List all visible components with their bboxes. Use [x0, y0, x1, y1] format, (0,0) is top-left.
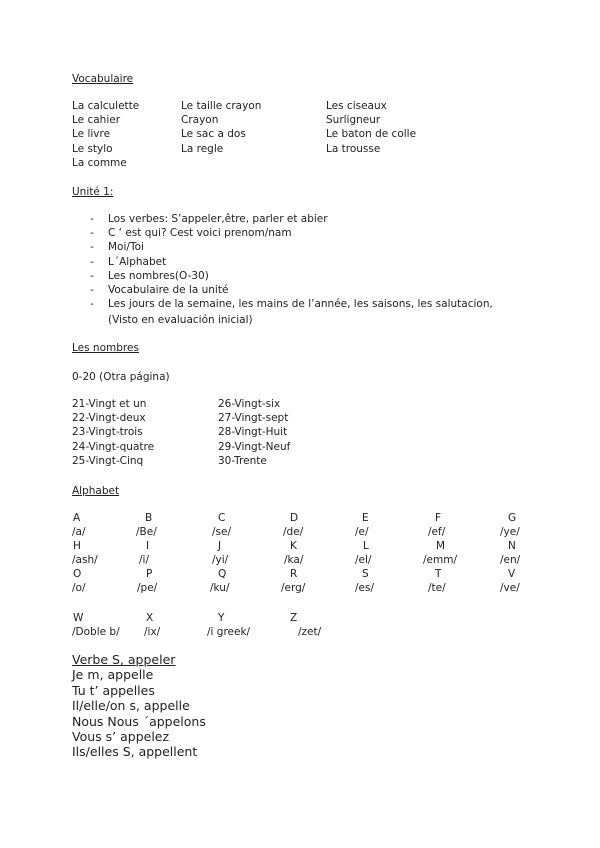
- vocab-item: Les ciseaux: [326, 100, 387, 112]
- number-item: 22-Vingt-deux: [72, 412, 146, 425]
- list-item: - Los verbes: S’appeler,être, parler et abier: [90, 212, 560, 226]
- vocab-heading: Vocabulaire: [72, 73, 134, 85]
- alphabet-letter: P: [146, 568, 153, 580]
- vocab-item: La trousse: [326, 142, 381, 155]
- vocab-item: Le cahier: [72, 114, 121, 127]
- vocab-item: Surligneur: [326, 114, 381, 127]
- alphabet-sound: /emm/: [423, 554, 457, 566]
- alphabet-letter: V: [508, 568, 516, 580]
- alphabet-sound: /ve/: [500, 582, 520, 594]
- list-item: - L´Alphabet: [90, 255, 560, 269]
- unite-heading: Unité 1:: [72, 186, 114, 198]
- alphabet-sound: /ash/: [72, 554, 98, 566]
- alphabet-sound: /i/: [139, 554, 149, 566]
- alphabet-letter: X: [146, 612, 154, 624]
- vocab-item: Le baton de colle: [326, 128, 417, 141]
- conjugation-line: Tu t’ appelles: [72, 682, 155, 698]
- number-item: 23-Vingt-trois: [72, 426, 143, 439]
- number-item: 28-Vingt-Huit: [218, 426, 288, 439]
- alphabet-sound: /se/: [212, 526, 232, 538]
- alphabet-sound: /i greek/: [207, 626, 251, 638]
- number-item: 25-Vingt-Cinq: [72, 454, 144, 467]
- number-item: 27-Vingt-sept: [218, 412, 289, 425]
- alphabet-letter: W: [73, 612, 84, 624]
- vocab-column-1: [72, 99, 139, 170]
- alphabet-heading: Alphabet: [72, 485, 120, 497]
- conjugation-line: Je m, appelle: [72, 667, 154, 683]
- number-item: 24-Vingt-quatre: [72, 440, 155, 453]
- vocab-item: Le livre: [72, 128, 111, 141]
- vocab-item: La regle: [181, 142, 224, 155]
- verbe-heading: Verbe S, appeler: [72, 652, 176, 667]
- conjugation-line: Nous Nous ´appelons: [72, 713, 206, 729]
- alphabet-letter: R: [290, 568, 298, 580]
- alphabet-sound: /Doble b/: [72, 626, 120, 638]
- alphabet-letter: Q: [218, 568, 227, 580]
- alphabet-sound: /es/: [355, 582, 375, 594]
- alphabet-sound: /el/: [355, 554, 372, 566]
- alphabet-letter: A: [73, 512, 81, 524]
- vocab-item: Crayon: [181, 114, 219, 127]
- number-item: 29-Vingt-Neuf: [218, 440, 291, 453]
- alphabet-letter: Y: [218, 612, 225, 624]
- alphabet-letter: K: [290, 540, 297, 552]
- alphabet-letter: L: [363, 540, 369, 552]
- unite-note: (Visto en evaluación inicial): [108, 314, 253, 326]
- alphabet-sound: /ix/: [144, 626, 161, 638]
- alphabet-sound: /yi/: [212, 554, 229, 566]
- alphabet-sound: /pe/: [137, 582, 158, 594]
- alphabet-letter: G: [508, 512, 517, 524]
- number-item: 21-Vingt et un: [72, 398, 147, 410]
- alphabet-sound: /ku/: [210, 582, 230, 594]
- alphabet-sound: /ye/: [500, 526, 520, 538]
- alphabet-letter: H: [73, 540, 81, 552]
- alphabet-letter: D: [290, 512, 299, 524]
- alphabet-letter: O: [73, 568, 82, 580]
- alphabet-letter: E: [362, 512, 369, 524]
- vocab-item: Le sac a dos: [181, 128, 246, 141]
- alphabet-sound: /erg/: [281, 582, 306, 594]
- alphabet-sound: /e/: [355, 526, 369, 538]
- list-item: - Vocabulaire de la unité: [90, 283, 560, 297]
- alphabet-letter: M: [436, 540, 446, 552]
- alphabet-sound: /ka/: [284, 554, 304, 566]
- nombres-note: 0-20 (Otra página): [72, 371, 170, 383]
- alphabet-letter: T: [435, 568, 442, 580]
- vocab-item: La calculette: [72, 100, 140, 112]
- vocab-item: Le taille crayon: [181, 100, 262, 112]
- alphabet-letter: B: [145, 512, 153, 524]
- list-item: - Les nombres(O-30): [90, 269, 560, 283]
- alphabet-letter: Z: [290, 612, 298, 624]
- vocab-column-3: [326, 99, 416, 156]
- conjugation-line: Il/elle/on s, appelle: [72, 698, 190, 714]
- alphabet-letter: S: [362, 568, 369, 580]
- alphabet-letter: J: [218, 540, 222, 552]
- alphabet-letter: N: [508, 540, 516, 552]
- vocab-item: La comme: [72, 156, 127, 169]
- alphabet-sound: /Be/: [136, 526, 157, 538]
- alphabet-sound: /zet/: [298, 626, 322, 638]
- list-item: - Les jours de la semaine, les mains de l’année, les saisons, les salutacion,: [90, 297, 560, 311]
- alphabet-sound: /en/: [500, 554, 521, 566]
- alphabet-sound: /a/: [72, 526, 86, 538]
- alphabet-sound: /te/: [428, 582, 446, 594]
- alphabet-letter: I: [146, 540, 150, 552]
- alphabet-letter: F: [435, 512, 442, 524]
- nombres-heading: Les nombres: [72, 342, 139, 354]
- conjugation-line: Ils/elles S, appellent: [72, 744, 198, 760]
- nombres-column-2: [218, 397, 290, 468]
- verbe-section: [72, 652, 206, 760]
- alphabet-sound: /o/: [72, 582, 86, 594]
- number-item: 26-Vingt-six: [218, 398, 281, 410]
- vocab-column-2: [181, 99, 261, 156]
- alphabet-letter: C: [218, 512, 226, 524]
- vocab-item: Le stylo: [72, 142, 113, 155]
- conjugation-line: Vous s’ appelez: [72, 729, 170, 745]
- alphabet-sound: /de/: [283, 526, 304, 538]
- alphabet-sound: /ef/: [428, 526, 446, 538]
- number-item: 30-Trente: [218, 454, 267, 467]
- alphabet-grid: [0, 511, 600, 641]
- nombres-column-1: [72, 397, 154, 468]
- unite-topic-list: [90, 212, 560, 311]
- list-item: - Moi/Toi: [90, 240, 560, 254]
- list-item: - C ‘ est qui? Cest voici prenom/nam: [90, 226, 560, 240]
